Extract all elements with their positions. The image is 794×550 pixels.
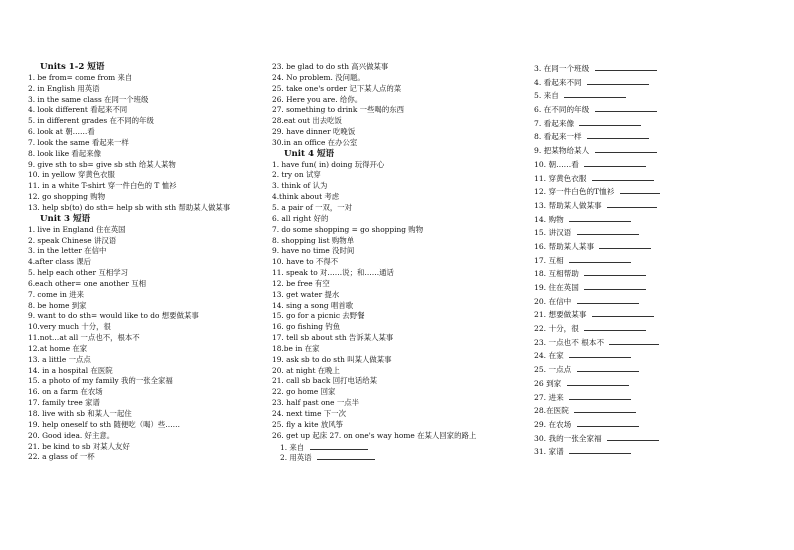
answer-blank[interactable]: [569, 392, 631, 400]
answer-blank[interactable]: [569, 255, 631, 263]
item-text: 27. 进来: [534, 392, 567, 402]
item-text: 5. in different grades 在不同的年级: [28, 116, 154, 126]
phrase-item: [28, 192, 268, 203]
fill-in-item: [534, 432, 694, 446]
fill-in-item: [280, 452, 518, 463]
phrase-item: [272, 127, 518, 138]
item-text: 24. next time 下一次: [272, 409, 346, 418]
phrase-item: [272, 311, 518, 322]
phrase-item: [272, 214, 518, 225]
phrase-item: [28, 257, 268, 268]
item-text: 14. 购物: [534, 214, 567, 224]
item-text: 6. 在不同的年级: [534, 105, 592, 115]
phrase-item: [272, 355, 518, 366]
item-text: 8. 看起来一样: [534, 132, 585, 142]
item-text: 3. think of 认为: [272, 181, 328, 191]
answer-blank[interactable]: [317, 452, 375, 460]
item-text: 21. call sb back 回打电话给某: [272, 376, 378, 386]
phrase-item: [28, 452, 268, 463]
fill-in-item: [534, 144, 694, 158]
fill-in-item: [534, 295, 694, 309]
item-text: 12. 穿一件白色的T恤衫: [534, 187, 617, 197]
fill-in-item: [534, 281, 694, 295]
answer-blank[interactable]: [584, 268, 646, 276]
section-heading: [40, 214, 268, 225]
item-text: 25. 一点点: [534, 365, 574, 375]
phrase-item: [272, 333, 518, 344]
item-text: 6.each other= one another 互相: [28, 278, 147, 288]
phrase-item: [28, 203, 268, 214]
fill-in-item: [534, 445, 694, 459]
item-text: 11. speak to 对……说；和……通话: [272, 268, 394, 278]
item-text: 26. get up 起床 27. on one's way home 在某人回家的路上: [272, 430, 477, 440]
phrase-item: [272, 420, 518, 431]
item-text: 28.在医院: [534, 406, 572, 416]
item-text: Unit 4 短语: [284, 148, 335, 159]
item-text: 19. ask sb to do sth 叫某人做某事: [272, 354, 392, 364]
item-text: 11. in a white T-shirt 穿一件白色的 T 恤衫: [28, 181, 177, 191]
answer-blank[interactable]: [574, 405, 636, 413]
phrase-item: [272, 236, 518, 247]
item-text: 13. get water 提水: [272, 289, 340, 299]
item-text: 19. 住在英国: [534, 283, 582, 292]
item-text: 17. family tree 家谱: [28, 398, 100, 408]
phrase-item: [272, 257, 518, 268]
fill-in-item: [534, 240, 694, 254]
item-text: 11.not…at all 一点也不，根本不: [28, 333, 140, 343]
fill-in-item: [534, 308, 694, 322]
item-text: 13. a little 一点点: [28, 354, 91, 364]
phrase-item: [272, 170, 518, 181]
answer-blank[interactable]: [620, 186, 660, 194]
answer-blank[interactable]: [564, 90, 626, 98]
answer-blank[interactable]: [569, 350, 631, 358]
phrase-item: [272, 181, 518, 192]
phrase-item: [28, 290, 268, 301]
answer-blank[interactable]: [577, 419, 639, 427]
phrase-item: [28, 181, 268, 192]
phrase-item: [28, 311, 268, 322]
item-text: 4. look different 看起来不同: [28, 105, 128, 115]
phrase-item: [272, 62, 518, 73]
answer-blank[interactable]: [607, 433, 659, 441]
item-text: Units 1-2 短语: [40, 62, 105, 72]
item-text: 5. help each other 互相学习: [28, 268, 129, 278]
item-text: 18. live with sb 和某人一起住: [28, 409, 132, 418]
phrase-item: [28, 127, 268, 138]
phrase-item: [272, 398, 518, 409]
phrase-item: [28, 420, 268, 431]
phrase-item: [28, 170, 268, 181]
item-text: 14. in a hospital 在医院: [28, 365, 113, 375]
answer-blank[interactable]: [595, 145, 657, 153]
item-text: 21. 想要做某事: [534, 310, 589, 320]
answer-blank[interactable]: [599, 241, 651, 249]
phrase-item: [272, 301, 518, 312]
answer-blank[interactable]: [609, 337, 659, 345]
item-text: 10.very much 十分，很: [28, 322, 111, 332]
fill-in-item: [534, 89, 694, 103]
phrase-item: [28, 355, 268, 366]
item-text: 22. go home 回家: [272, 387, 336, 397]
phrase-item: [28, 409, 268, 420]
phrase-item: [28, 84, 268, 95]
phrase-item: [28, 322, 268, 333]
phrase-item: [28, 225, 268, 236]
answer-blank[interactable]: [595, 63, 657, 71]
item-text: 24. 在家: [534, 351, 567, 361]
item-text: 18.be in 在家: [272, 343, 320, 353]
answer-blank[interactable]: [567, 378, 629, 386]
item-text: 8. be home 到家: [28, 300, 87, 310]
phrase-item: [28, 387, 268, 398]
phrase-item: [272, 387, 518, 398]
phrase-item: [28, 268, 268, 279]
phrase-item: [272, 268, 518, 279]
fill-in-item: [534, 213, 694, 227]
item-text: 12.at home 在家: [28, 343, 88, 353]
item-text: 23. half past one 一点半: [272, 398, 360, 408]
item-text: 18. 互相帮助: [534, 269, 582, 279]
phrase-item: [272, 279, 518, 290]
item-text: 21. be kind to sb 对某人友好: [28, 441, 130, 451]
phrase-item: [28, 95, 268, 106]
item-text: 3. in the same class 在同一个班级: [28, 94, 149, 104]
fill-in-item: [534, 158, 694, 172]
answer-blank[interactable]: [584, 282, 646, 290]
item-text: 27. something to drink 一些喝的东西: [272, 105, 404, 115]
item-text: 10. in yellow 穿黄色衣服: [28, 170, 115, 180]
item-text: 1. 来自: [280, 442, 307, 452]
column-right: [534, 62, 694, 459]
answer-blank[interactable]: [577, 227, 639, 235]
phrase-item: [28, 442, 268, 453]
item-text: 1. be from= come from 来自: [28, 72, 133, 82]
fill-in-item: [534, 254, 694, 268]
item-text: 30.in an office 在办公室: [272, 137, 358, 147]
fill-in-item: [534, 103, 694, 117]
item-text: 3. 在同一个班级: [534, 64, 592, 73]
item-text: 16. on a farm 在农场: [28, 387, 103, 397]
phrase-item: [272, 203, 518, 214]
section-heading: [40, 62, 268, 73]
phrase-item: [272, 431, 518, 442]
phrase-item: [28, 246, 268, 257]
item-text: 5. a pair of 一双，一对: [272, 202, 353, 212]
item-text: 6. all right 好的: [272, 213, 329, 223]
item-text: 9. have no time 没时间: [272, 246, 355, 256]
fill-in-item: [534, 336, 694, 350]
phrase-item: [28, 279, 268, 290]
item-text: 22. 十分，很: [534, 324, 582, 334]
column-left: [28, 62, 268, 463]
answer-blank[interactable]: [592, 309, 654, 317]
fill-in-item: [534, 418, 694, 432]
phrase-item: [272, 84, 518, 95]
item-text: 22. a glass of 一杯: [28, 452, 95, 462]
fill-in-item: [534, 404, 694, 418]
item-text: 9. 把某物给某人: [534, 146, 592, 156]
item-text: 15. go for a picnic 去野餐: [272, 311, 365, 321]
item-text: 17. 互相: [534, 255, 567, 265]
answer-blank[interactable]: [579, 118, 641, 126]
item-text: 2. in English 用英语: [28, 83, 100, 93]
phrase-item: [272, 105, 518, 116]
item-text: 9. want to do sth= would like to do 想要做某事: [28, 311, 199, 321]
item-text: 26 到家: [534, 378, 564, 388]
answer-blank[interactable]: [569, 214, 631, 222]
item-text: 12. be free 有空: [272, 278, 330, 288]
item-text: 2. try on 试穿: [272, 170, 321, 180]
item-text: 30. 我的一张全家福: [534, 433, 605, 443]
answer-blank[interactable]: [310, 442, 368, 450]
column-middle: [272, 62, 518, 463]
phrase-item: [28, 160, 268, 171]
item-text: 12. go shopping 购物: [28, 192, 106, 202]
fill-in-item: [534, 62, 694, 76]
phrase-item: [272, 95, 518, 106]
item-text: 10. have to 不得不: [272, 257, 339, 267]
answer-blank[interactable]: [587, 77, 649, 85]
phrase-item: [28, 236, 268, 247]
fill-in-item: [534, 185, 694, 199]
item-text: 7. come in 进来: [28, 289, 84, 299]
item-text: 8. look like 看起来像: [28, 148, 101, 158]
item-text: 28.eat out 出去吃饭: [272, 116, 342, 126]
fill-in-item: [534, 199, 694, 213]
item-text: 25. fly a kite 放风筝: [272, 419, 344, 429]
fill-in-item: [534, 322, 694, 336]
fill-in-item: [534, 226, 694, 240]
phrase-item: [272, 290, 518, 301]
item-text: 23. 一点也不 根本不: [534, 337, 607, 347]
fill-in-item: [534, 172, 694, 186]
item-text: 7. do some shopping = go shopping 购物: [272, 224, 424, 234]
fill-in-item: [534, 349, 694, 363]
item-text: 16. 帮助某人某事: [534, 241, 597, 251]
item-text: 3. in the letter 在信中: [28, 246, 107, 256]
item-text: 29. 在农场: [534, 419, 574, 429]
phrase-item: [272, 366, 518, 377]
phrase-item: [28, 301, 268, 312]
phrase-item: [272, 160, 518, 171]
item-text: 14. sing a song 唱首歌: [272, 300, 354, 310]
phrase-item: [272, 116, 518, 127]
item-text: 25. take one's order 记下某人点的菜: [272, 83, 402, 93]
item-text: 11. 穿黄色衣服: [534, 173, 589, 183]
phrase-item: [28, 376, 268, 387]
answer-blank[interactable]: [587, 131, 649, 139]
phrase-item: [272, 138, 518, 149]
item-text: 4.after class 课后: [28, 257, 92, 267]
item-text: 4. 看起来不同: [534, 77, 585, 87]
phrase-item: [28, 366, 268, 377]
answer-blank[interactable]: [595, 104, 657, 112]
answer-blank[interactable]: [584, 323, 646, 331]
item-text: 20. 在信中: [534, 296, 574, 306]
item-text: 15. a photo of my family 我的一张全家福: [28, 376, 173, 386]
fill-in-item: [534, 117, 694, 131]
item-text: 20. at night 在晚上: [272, 365, 340, 375]
phrase-item: [272, 225, 518, 236]
item-text: 15. 讲汉语: [534, 228, 574, 238]
phrase-item: [28, 116, 268, 127]
fill-in-item: [534, 377, 694, 391]
item-text: 13. help sb(to) do sth= help sb with sth 帮助某人做某事: [28, 202, 231, 212]
item-text: 31. 家谱: [534, 447, 567, 457]
item-text: 20. Good idea. 好主意。: [28, 430, 115, 440]
item-text: 17. tell sb about sth 告诉某人某事: [272, 333, 394, 343]
item-text: 7. 看起来像: [534, 118, 577, 128]
item-text: 4.think about 考虑: [272, 192, 340, 202]
item-text: 19. help oneself to sth 随便吃（喝）些……: [28, 419, 181, 429]
phrase-item: [272, 409, 518, 420]
phrase-item: [28, 333, 268, 344]
phrase-item: [272, 246, 518, 257]
phrase-item: [28, 138, 268, 149]
answer-blank[interactable]: [577, 364, 639, 372]
fill-in-item: [534, 363, 694, 377]
item-text: 9. give sth to sb= give sb sth 给某人某物: [28, 159, 176, 169]
item-text: 1. live in England 住在英国: [28, 224, 126, 234]
fill-in-item: [534, 391, 694, 405]
phrase-item: [28, 73, 268, 84]
answer-blank[interactable]: [592, 173, 654, 181]
answer-blank[interactable]: [584, 159, 646, 167]
phrase-item: [28, 431, 268, 442]
item-text: 23. be glad to do sth 高兴做某事: [272, 62, 389, 71]
fill-in-item: [534, 267, 694, 281]
fill-in-item: [280, 442, 518, 453]
phrase-item: [28, 149, 268, 160]
item-text: 10. 朝……看: [534, 159, 582, 169]
item-text: 29. have dinner 吃晚饭: [272, 127, 356, 137]
item-text: 13. 帮助某人做某事: [534, 200, 605, 210]
phrase-item: [272, 322, 518, 333]
answer-blank[interactable]: [577, 296, 639, 304]
item-text: Unit 3 短语: [40, 213, 91, 224]
phrase-item: [272, 344, 518, 355]
phrase-item: [28, 398, 268, 409]
item-text: 24. No problem. 没问题。: [272, 72, 365, 82]
item-text: 2. speak Chinese 讲汉语: [28, 235, 117, 245]
phrase-item: [28, 344, 268, 355]
item-text: 6. look at 朝……看: [28, 127, 95, 137]
item-text: 26. Here you are. 给你。: [272, 94, 363, 104]
fill-in-item: [534, 130, 694, 144]
phrase-item: [272, 73, 518, 84]
phrase-item: [272, 376, 518, 387]
item-text: 5. 来自: [534, 91, 562, 101]
item-text: 1. have fun( in) doing 玩得开心: [272, 159, 385, 169]
answer-blank[interactable]: [607, 200, 657, 208]
phrase-item: [272, 192, 518, 203]
answer-blank[interactable]: [569, 446, 631, 454]
item-text: 2. 用英语: [280, 453, 314, 463]
fill-in-item: [534, 76, 694, 90]
section-heading: [284, 149, 518, 160]
item-text: 7. look the same 看起来一样: [28, 137, 129, 147]
item-text: 16. go fishing 钓鱼: [272, 322, 341, 332]
item-text: 8. shopping list 购物单: [272, 235, 355, 245]
phrase-item: [28, 105, 268, 116]
